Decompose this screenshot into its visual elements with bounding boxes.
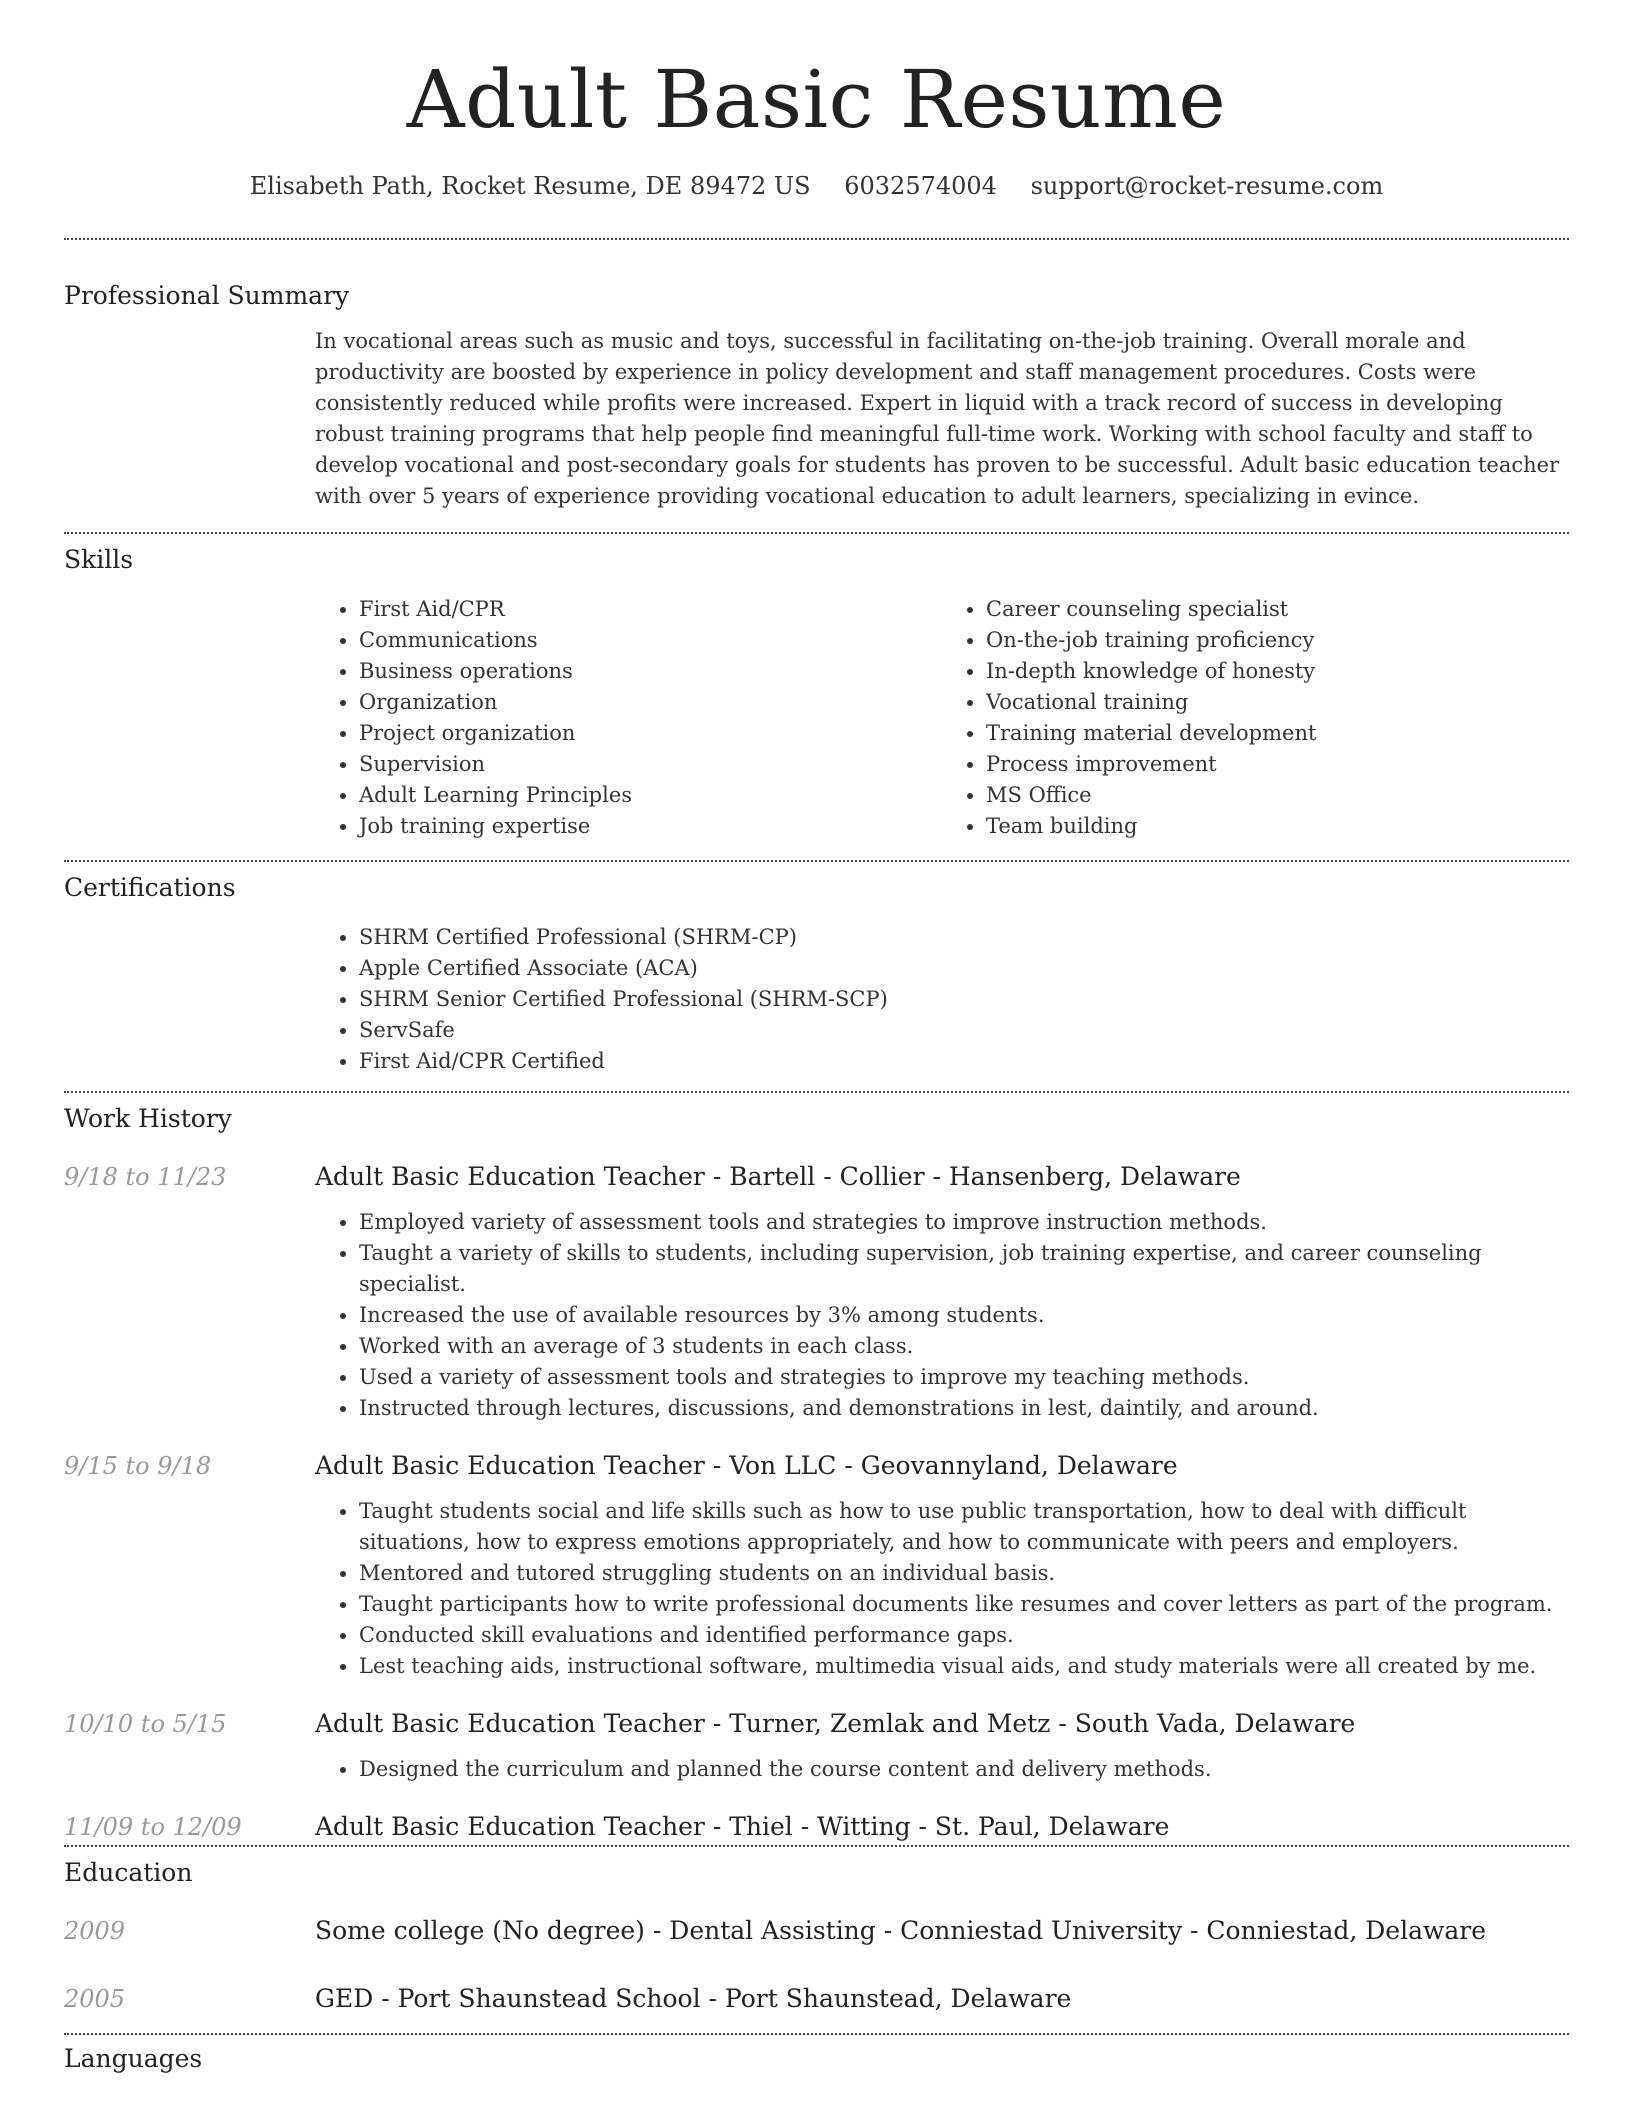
education-entry [64, 1981, 1569, 2017]
job-entry [64, 1809, 1569, 1845]
job-entry [64, 1706, 1569, 1785]
job-bullet: • Instructed through lectures, discussions, and demonstrations in lest, daintily, and around. [359, 1393, 1569, 1424]
job-bullet: • Taught a variety of skills to students, including supervision, job training expertise, and career counseling specialist. [359, 1238, 1569, 1300]
languages-section [64, 2035, 1569, 2077]
job-entry [64, 1159, 1569, 1424]
skill-item: • Communications [359, 625, 942, 656]
contact-line [64, 168, 1569, 204]
job-bullet: • Used a variety of assessment tools and strategies to improve my teaching methods. [359, 1362, 1569, 1393]
skills-list-left [315, 594, 942, 842]
job-bullet: • Increased the use of available resources by 3% among students. [359, 1300, 1569, 1331]
job-bullets [315, 1207, 1569, 1424]
work-heading: Work History [64, 1104, 232, 1133]
skill-item: • Process improvement [986, 749, 1569, 780]
resume-page [64, 0, 1569, 2077]
certification-item: • ServSafe [359, 1015, 1569, 1046]
job-title: Adult Basic Education Teacher - Bartell - Collier - Hansenberg, Delaware [315, 1162, 1241, 1191]
job-entry [64, 1448, 1569, 1682]
skills-heading: Skills [64, 545, 134, 574]
skill-item: • Adult Learning Principles [359, 780, 942, 811]
education-year: 2005 [64, 1985, 126, 2013]
job-content [315, 1159, 1569, 1424]
job-bullet: • Conducted skill evaluations and identified performance gaps. [359, 1620, 1569, 1651]
summary-section [64, 240, 1569, 532]
skills-list-right [942, 594, 1569, 842]
skill-item: • Business operations [359, 656, 942, 687]
skill-item: • On-the-job training proficiency [986, 625, 1569, 656]
contact-address: Elisabeth Path, Rocket Resume, DE 89472 US [249, 172, 811, 200]
education-year: 2009 [64, 1917, 126, 1945]
education-entries [64, 1913, 1569, 2017]
skill-item: • Project organization [359, 718, 942, 749]
summary-text: In vocational areas such as music and toys, successful in facilitating on-the-job training. Overall morale and productivity are boosted by experience in policy development and staff management procedures. Costs were consistently reduced while profits were increased. Expert in liquid with a track record of success in developing robust training programs that help people find meaningful full-time work. Working with school faculty and staff to develop vocational and post-secondary goals for students has proven to be successful. Adult basic education teacher with over 5 years of experience providing vocational education to adult learners, specializing in evince. [315, 329, 1560, 508]
certification-item: • Apple Certified Associate (ACA) [359, 953, 1569, 984]
education-section [64, 1847, 1569, 2017]
job-title: Adult Basic Education Teacher - Von LLC - Geovannyland, Delaware [315, 1451, 1178, 1480]
job-bullet: • Employed variety of assessment tools and strategies to improve instruction methods. [359, 1207, 1569, 1238]
certification-item: • First Aid/CPR Certified [359, 1046, 1569, 1077]
education-entry [64, 1913, 1569, 1949]
skill-item: • Team building [986, 811, 1569, 842]
skill-item: • Job training expertise [359, 811, 942, 842]
job-dates: 9/18 to 11/23 [64, 1163, 227, 1191]
job-content [315, 1706, 1569, 1785]
certifications-section [64, 862, 1569, 1091]
job-bullets [315, 1496, 1569, 1682]
contact-phone: 6032574004 [844, 172, 997, 200]
job-bullet: • Designed the curriculum and planned the course content and delivery methods. [359, 1754, 1569, 1785]
job-title: Adult Basic Education Teacher - Turner, Zemlak and Metz - South Vada, Delaware [315, 1709, 1356, 1738]
certifications-list-wrap [315, 922, 1569, 1091]
job-dates: 10/10 to 5/15 [64, 1710, 227, 1738]
education-heading: Education [64, 1858, 193, 1887]
job-bullet: • Taught students social and life skills such as how to use public transportation, how to deal with difficult situations, how to express emotions appropriately, and how to communicate with peers and employers. [359, 1496, 1569, 1558]
skills-grid [315, 594, 1569, 860]
skill-item: • Supervision [359, 749, 942, 780]
job-bullet: • Worked with an average of 3 students in each class. [359, 1331, 1569, 1362]
certifications-list [315, 922, 1569, 1077]
skill-item: • Organization [359, 687, 942, 718]
skill-item: • Vocational training [986, 687, 1569, 718]
job-dates: 9/15 to 9/18 [64, 1452, 212, 1480]
skill-item: • In-depth knowledge of honesty [986, 656, 1569, 687]
work-jobs [64, 1159, 1569, 1845]
job-content [315, 1809, 1569, 1845]
job-bullet: • Taught participants how to write professional documents like resumes and cover letters as part of the program. [359, 1589, 1569, 1620]
contact-email: support@rocket-resume.com [1030, 172, 1384, 200]
skill-item: • MS Office [986, 780, 1569, 811]
job-title: Adult Basic Education Teacher - Thiel - Witting - St. Paul, Delaware [315, 1812, 1170, 1841]
skills-section [64, 534, 1569, 860]
job-dates: 11/09 to 12/09 [64, 1813, 242, 1841]
work-section [64, 1093, 1569, 1845]
education-title: Some college (No degree) - Dental Assisting - Conniestad University - Conniestad, Delaware [315, 1916, 1487, 1945]
skill-item: • Career counseling specialist [986, 594, 1569, 625]
job-bullet: • Lest teaching aids, instructional software, multimedia visual aids, and study materials were all created by me. [359, 1651, 1569, 1682]
certifications-heading: Certifications [64, 873, 236, 902]
resume-name: Adult Basic Resume [406, 53, 1227, 146]
education-title: GED - Port Shaunstead School - Port Shaunstead, Delaware [315, 1984, 1072, 2013]
skill-item: • Training material development [986, 718, 1569, 749]
certification-item: • SHRM Senior Certified Professional (SHRM-SCP) [359, 984, 1569, 1015]
job-bullets [315, 1754, 1569, 1785]
languages-heading: Languages [64, 2044, 203, 2073]
skill-item: • First Aid/CPR [359, 594, 942, 625]
certification-item: • SHRM Certified Professional (SHRM-CP) [359, 922, 1569, 953]
summary-heading: Professional Summary [64, 281, 350, 310]
job-content [315, 1448, 1569, 1682]
job-bullet: • Mentored and tutored struggling students on an individual basis. [359, 1558, 1569, 1589]
